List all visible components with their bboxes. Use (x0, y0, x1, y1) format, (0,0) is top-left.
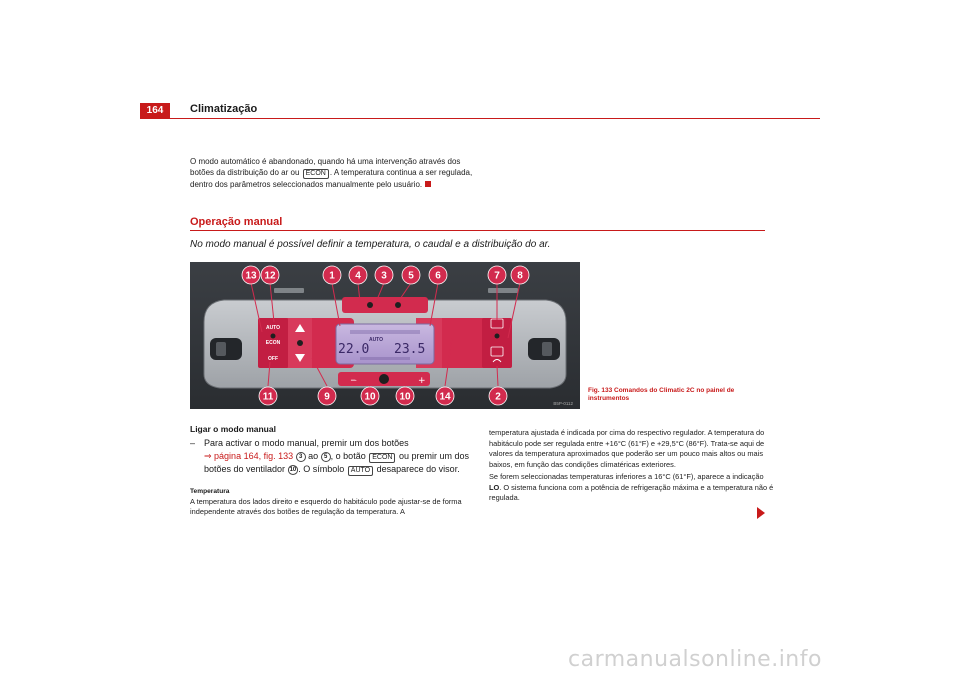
manual-on-text-4: ou premir um dos botões do ventilador (204, 450, 469, 474)
lo-indicator: LO (489, 482, 500, 492)
right-paragraph-2 (489, 472, 774, 504)
badge-5: 5 (321, 452, 331, 462)
top-callout-label-13: 13 (245, 270, 257, 282)
auto-key-inline: AUTO (348, 466, 373, 476)
header-rule (140, 118, 820, 119)
bottom-callout-label-10: 10 (364, 391, 376, 403)
right-paragraph-2a: Se forem seleccionadas temperaturas inferiores a 16°C (61°F), aparece a indicação (489, 472, 764, 481)
bottom-callout-label-11: 11 (262, 391, 274, 403)
manual-on-heading: Ligar o modo manual (190, 424, 276, 434)
top-callout-label-3: 3 (381, 270, 387, 282)
display-mode: AUTO (368, 337, 384, 343)
bottom-callout-label-14: 14 (439, 391, 451, 403)
section-rule (190, 230, 765, 231)
temperature-heading: Temperatura (190, 487, 230, 495)
intro-text-1: O modo automático é abandonado, quando há uma intervenção através dos botões da distribuição do ar ou (190, 157, 461, 178)
figure-code: B5P-0112 (553, 401, 573, 406)
display-temp-right: 23.5 (394, 342, 426, 357)
display-temp-left: 22.0 (338, 342, 370, 357)
figure-caption: Fig. 133 Comandos do Climatic 2C no painel de instrumentos (588, 387, 735, 402)
econ-key-inline: ECON (369, 453, 395, 463)
manual-on-text-1: Para activar o modo manual, premir um dos botões (204, 438, 409, 448)
section-title: Operação manual (190, 216, 283, 228)
end-mark-icon (425, 181, 431, 187)
right-paragraph-2c: . O sistema funciona com a potência de refrigeração máxima e a temperatura não é regulada. (489, 482, 774, 502)
top-callout-label-6: 6 (435, 270, 441, 282)
climate-control-figure (190, 262, 580, 409)
temperature-body: A temperatura dos lados direito e esquerdo do habitáculo pode ajustar-se de forma independente através dos botões de regulação da temperatura. A (190, 496, 462, 516)
top-callout-label-5: 5 (408, 270, 414, 282)
manual-on-text-2: ao (308, 450, 319, 461)
off-button-label: OFF (268, 356, 278, 362)
manual-on-text-6: desaparece do visor. (376, 463, 460, 474)
top-callout-label-8: 8 (517, 270, 523, 282)
bottom-callout-label-9: 9 (324, 391, 330, 403)
auto-button-label: AUTO (265, 325, 281, 331)
watermark: carmanualsonline.info (568, 647, 822, 672)
manual-on-text-3: , o botão (330, 450, 366, 461)
next-page-arrow-icon[interactable] (757, 507, 765, 519)
bottom-callout-label-2: 2 (495, 391, 501, 403)
top-callout-label-12: 12 (264, 270, 276, 282)
page-reference-link[interactable]: ⇒ página 164, fig. 133 (204, 450, 294, 461)
badge-3: 3 (296, 452, 306, 462)
top-callout-label-7: 7 (494, 270, 500, 282)
fan-plus-label: + (418, 376, 426, 386)
fan-minus-label: − (350, 376, 358, 386)
top-callout-label-1: 1 (329, 270, 335, 282)
right-column (489, 428, 774, 506)
manual-on-text-5: . O símbolo (298, 463, 345, 474)
intro-text-2: . A temperatura continua a ser regulada, dentro dos parâmetros seleccionados manualmente pelo usuário. (190, 168, 473, 190)
top-callout-label-4: 4 (355, 270, 361, 282)
econ-key: ECON (303, 169, 329, 179)
bottom-callout-label-10: 10 (399, 391, 411, 403)
left-column (190, 424, 475, 518)
badge-10: 10 (289, 466, 297, 473)
econ-button-label: ECON (265, 340, 281, 346)
running-head: Climatização (190, 103, 258, 115)
page-number: 164 (140, 103, 170, 118)
right-paragraph-1: temperatura ajustada é indicada por cima do respectivo regulador. A temperatura do habitáculo pode ser regulada entre +16°C (61°F) e +29,5°C (86°F). Trata-se aqui de valores da temperatura aproximados que poderão ser um pouco mais altos ou mais baixos, em função das condições climatéricas exteriores. (489, 428, 765, 469)
intro-paragraph (190, 156, 485, 190)
section-lead: No modo manual é possível definir a temperatura, o caudal e a distribuição do ar. (190, 239, 551, 250)
manual-on-list-item (190, 437, 475, 476)
list-dash: – (190, 438, 196, 448)
